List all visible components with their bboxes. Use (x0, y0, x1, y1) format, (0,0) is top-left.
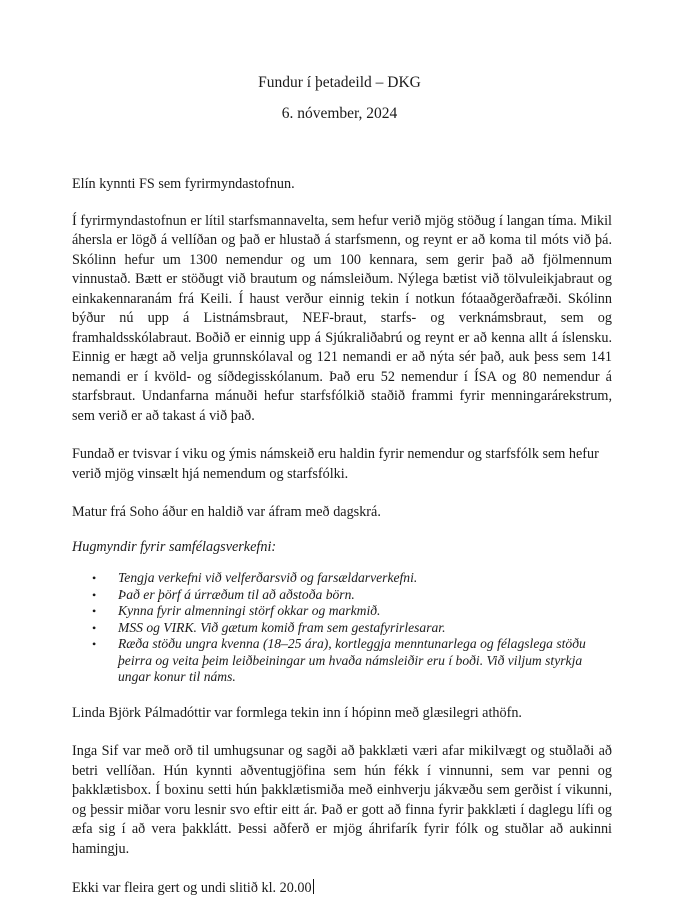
bullet-icon: • (92, 571, 97, 585)
list-item (92, 636, 612, 686)
list-item-text: Ræða stöðu ungra kvenna (18–25 ára), kortleggja menntunarlega og félagslega stöðu þeirra og veita þeim leiðbeiningar um hvaða námsleiðir eru í boði. Við viljum styrkja ungar konur til náms. (118, 636, 586, 684)
list-item-text: MSS og VIRK. Við gætum komið fram sem gestafyrirlesarar. (118, 619, 446, 635)
paragraph-new-member: Linda Björk Pálmadóttir var formlega tekin inn í hópinn með glæsilegri athöfn. (72, 704, 522, 721)
closing-text: Ekki var fleira gert og undi slitið kl. 20.00 (72, 880, 312, 896)
document-body[interactable] (72, 175, 612, 899)
bullet-icon: • (92, 587, 97, 602)
list-item-text: Tengja verkefni við velferðarsvið og farsældarverkefni. (118, 570, 418, 585)
list-item (92, 570, 612, 587)
list-item-text: Það er þörf á úrræðum til að aðstoða börn. (118, 586, 355, 602)
list-item-text: Kynna fyrir almenningi störf okkar og markmið. (118, 603, 381, 618)
text-cursor (313, 879, 314, 894)
bullet-icon: • (92, 637, 97, 651)
ideas-list (72, 570, 612, 686)
document-title: Fundur í þetadeild – DKG (258, 74, 421, 91)
intro-paragraph: Elín kynnti FS sem fyrirmyndastofnun. (72, 176, 295, 192)
ideas-heading: Hugmyndir fyrir samfélagsverkefni: (72, 538, 277, 555)
paragraph-food: Matur frá Soho áður en haldið var áfram með dagskrá. (72, 504, 381, 520)
paragraph-courses: Fundað er tvisvar í viku og ýmis námskeið eru haldin fyrir nemendur og starfsfólk sem hefur verið mjög vinsælt hjá nemendum og starfsfólki. (72, 446, 599, 482)
bullet-icon: • (92, 620, 97, 635)
document-date: 6. nóvember, 2024 (281, 105, 398, 122)
closing-paragraph (72, 879, 612, 899)
list-item (92, 586, 612, 604)
list-item (92, 603, 612, 620)
bullet-icon: • (92, 604, 97, 618)
list-item (92, 619, 612, 637)
paragraph-gratitude: Inga Sif var með orð til umhugsunar og sagði að þakklæti væri afar mikilvægt og stuðlaði að betri vellíðan. Hún kynnti aðventugjöfina sem hún fékk í vinnunni, sem var penni og þakklætisbox. Í boxinu setti hún þakklætismiða með einhverju jákvæðu sem gerðist í vikunni, og þessir miðar voru lesnir svo eftir eitt ár. Það er gott að finna fyrir þakklæti í daglegu lífi og æfa sig í að vera þakklátt. Þessi aðferð er mjög áhrifarík fyrir fólk og stuðlar að aukinni hamingju. (72, 743, 612, 857)
paragraph-school-description: Í fyrirmyndastofnun er lítil starfsmannavelta, sem hefur verið mjög stöðug í langan tíma. Mikil áhersla er lögð á vellíðan og það er hlustað á starfsmenn, og reynt er að koma til móts við þá. Skólinn hefur um 1300 nemendur og um 100 kennara, sem gerir það að fjölmennum vinnustað. Bætt er stöðugt við brautum og námsleiðum. Nýlega bætist við tölvuleikjabraut og einkakennaranám frá Keili. Í haust verður einnig tekin í notkun fótaaðgerðafræði. Skólinn býður nú upp á Listnámsbraut, NEF-braut, starfs- og verknámsbraut, sem og framhaldsskólabraut. Boðið er einnig upp á Sjúkraliðabrú og reynt er að kenna allt á íslensku. Einnig er hægt að velja grunnskólaval og 121 nemandi er að nýta sér það, auk þess sem 141 nemandi er í kvöld- og síðdegisskólanum. Það eru 52 nemendur í ÍSA og 80 nemendur á starfsbraut. Undanfarna mánuði hefur starfsfólkið staðið frammi fyrir menningarárekstrum, sem verið er að takast á við það. (72, 212, 612, 424)
document-header (0, 73, 679, 124)
